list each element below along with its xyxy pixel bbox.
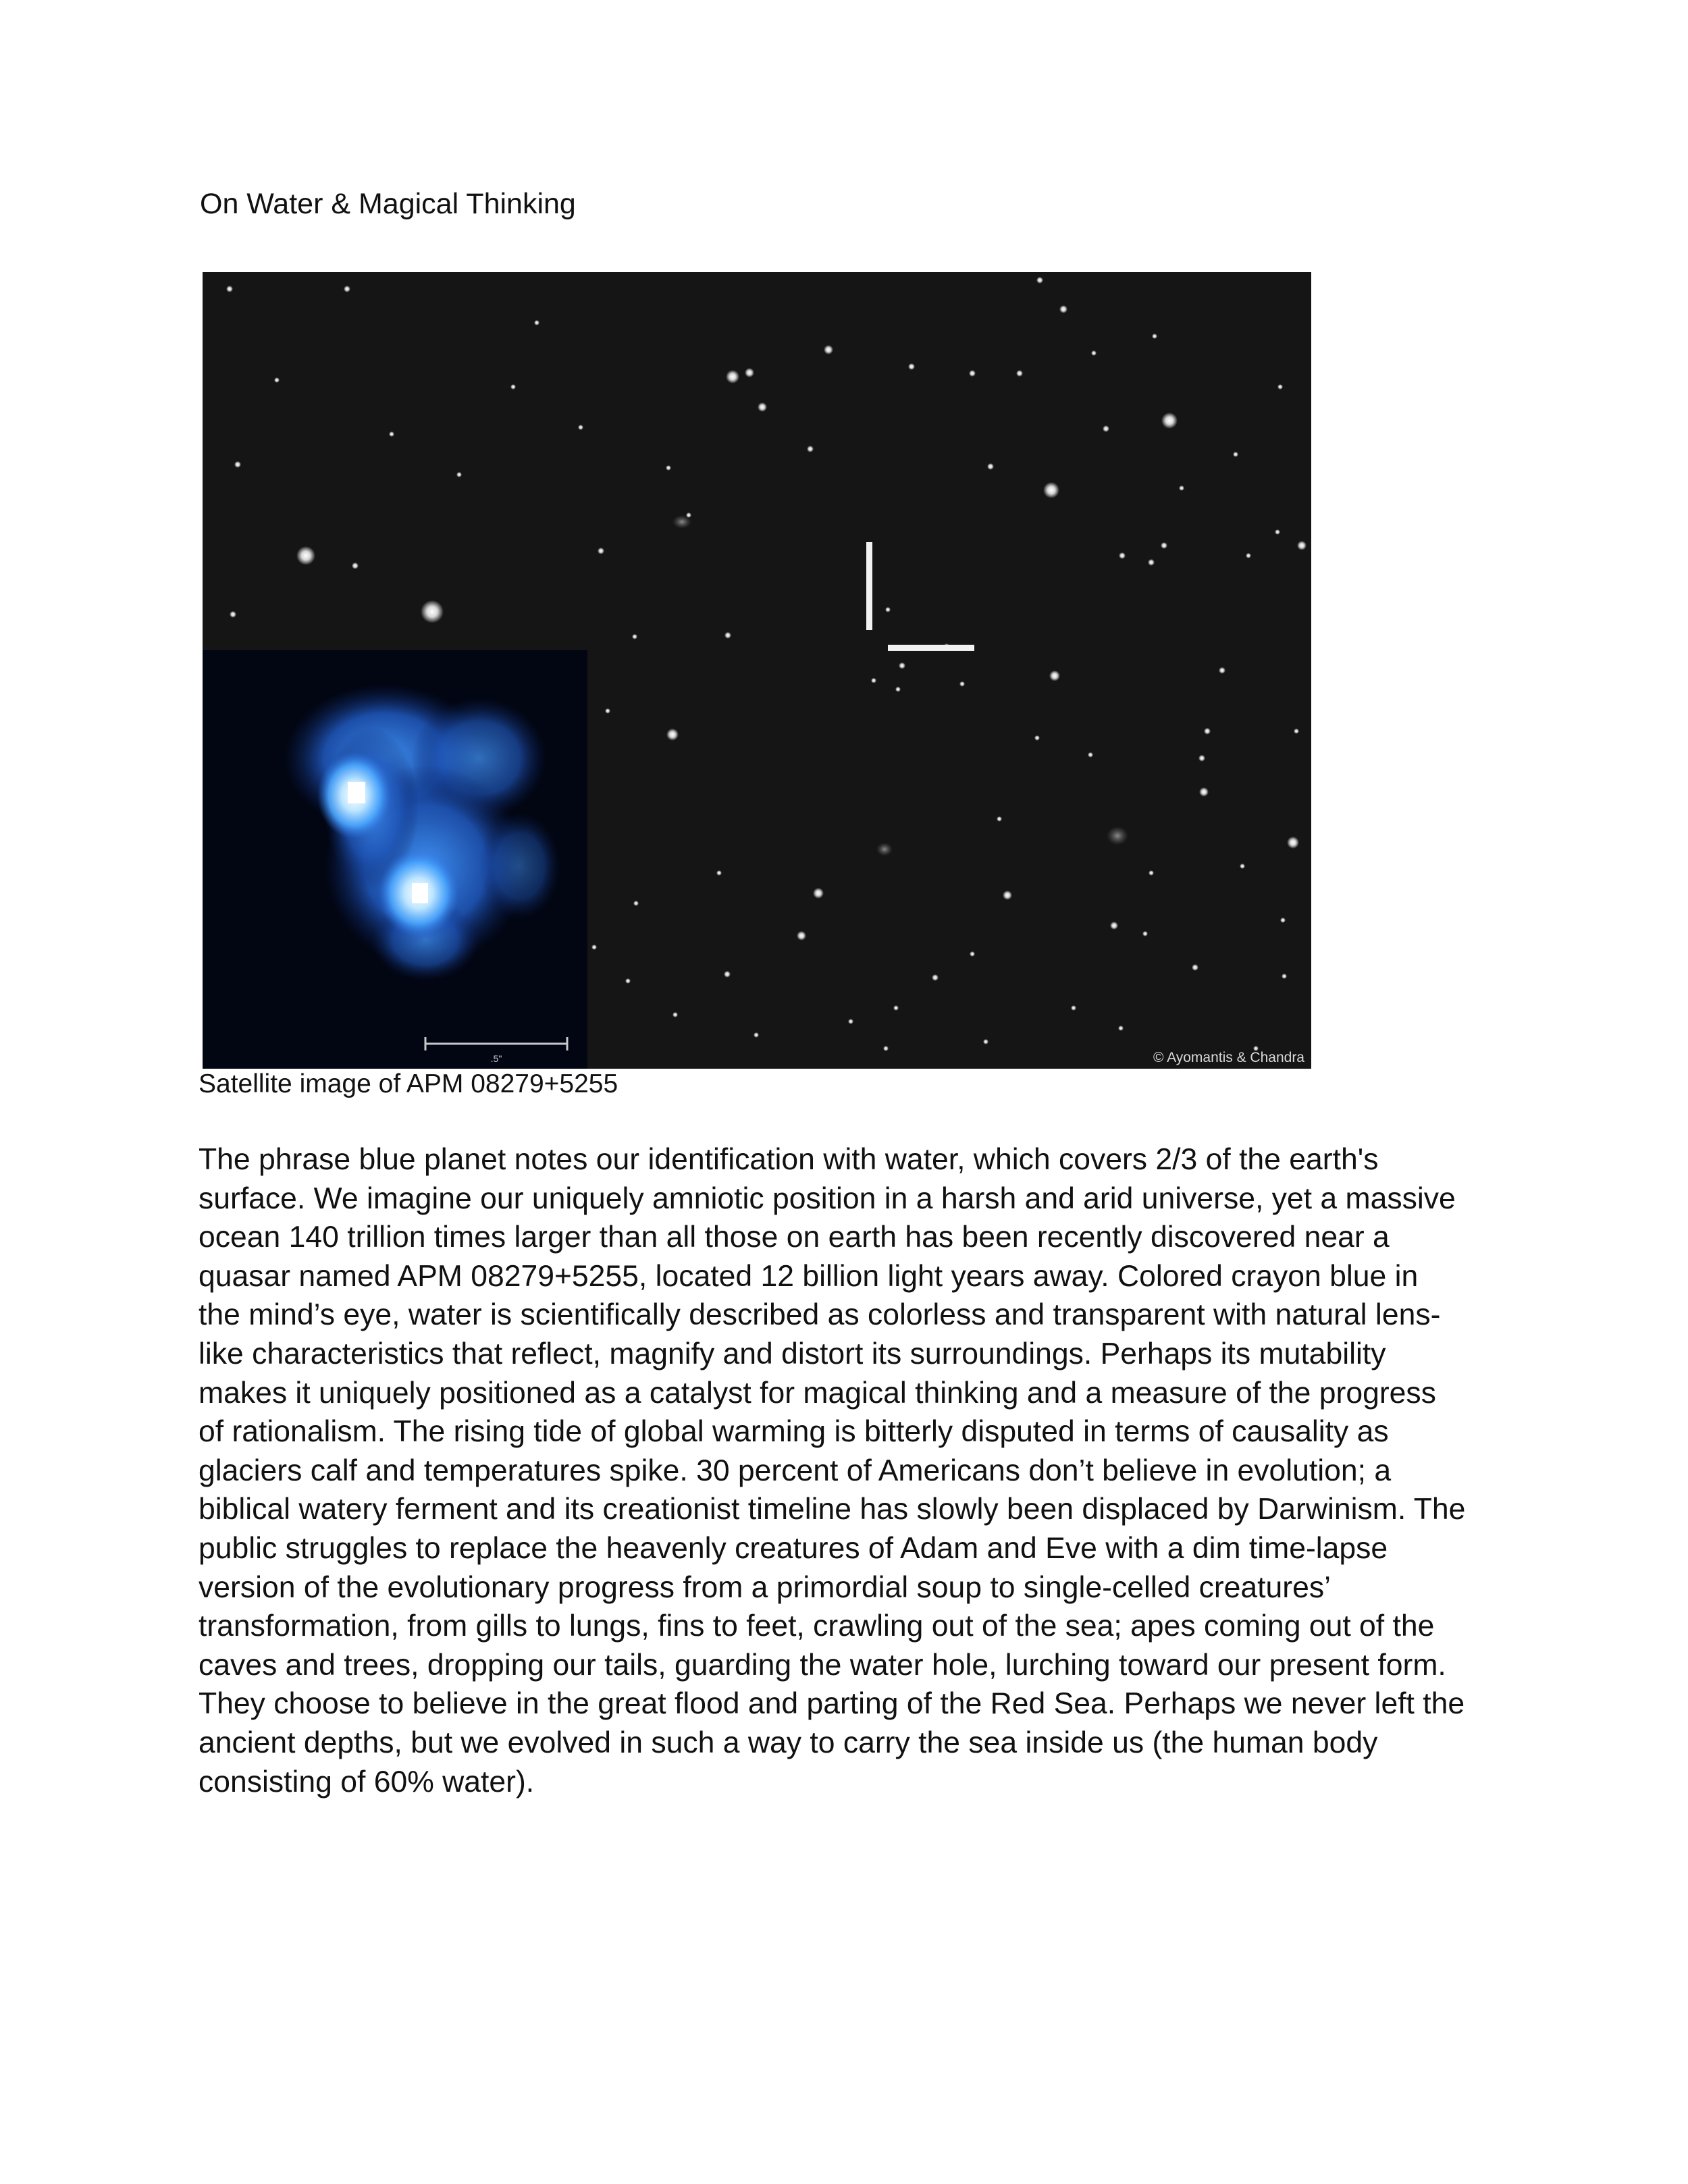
body-line: ocean 140 trillion times larger than all those on earth has been recently discovered near a [199, 1221, 1390, 1254]
body-line: The phrase blue planet notes our identification with water, which covers 2/3 of the earth's [199, 1143, 1379, 1176]
body-line: They choose to believe in the great flood and parting of the Red Sea. Perhaps we never left the [199, 1687, 1465, 1721]
body-line: caves and trees, dropping our tails, guarding the water hole, lurching toward our present form. [199, 1648, 1446, 1682]
scale-bar-label: .5" [490, 1053, 502, 1064]
figure-caption: Satellite image of APM 08279+5255 [199, 1069, 618, 1098]
body-line: transformation, from gills to lungs, fins to feet, crawling out of the sea; apes coming out of the [199, 1609, 1435, 1643]
body-line: like characteristics that reflect, magnify and distort its surroundings. Perhaps its mutability [199, 1337, 1386, 1370]
body-line: ancient depths, but we evolved in such a way to carry the sea inside us (the human body [199, 1726, 1378, 1759]
body-line: version of the evolutionary progress from a primordial soup to single-celled creatures’ [199, 1570, 1331, 1604]
body-line: makes it uniquely positioned as a catalyst for magical thinking and a measure of the progress [199, 1376, 1436, 1410]
body-line: consisting of 60% water). [199, 1765, 535, 1799]
inset-image [203, 650, 587, 1069]
star-field-image [203, 272, 1311, 1069]
body-line: public struggles to replace the heavenly creatures of Adam and Eve with a dim time-lapse [199, 1531, 1388, 1565]
body-line: glaciers calf and temperatures spike. 30 percent of Americans don’t believe in evolution; a [199, 1454, 1392, 1487]
body-line: the mind’s eye, water is scientifically described as colorless and transparent with natural lens- [199, 1298, 1441, 1332]
body-line: surface. We imagine our uniquely amniotic position in a harsh and arid universe, yet a massive [199, 1181, 1456, 1215]
page-title: On Water & Magical Thinking [200, 188, 576, 220]
body-line: of rationalism. The rising tide of global warming is bitterly disputed in terms of causality as [199, 1415, 1389, 1449]
image-credit: © Ayomantis & Chandra [1153, 1050, 1304, 1065]
body-line: biblical watery ferment and its creationist timeline has slowly been displaced by Darwinism. The [199, 1493, 1466, 1526]
body-paragraph [199, 1140, 1495, 1801]
body-line: quasar named APM 08279+5255, located 12 billion light years away. Colored crayon blue in [199, 1259, 1419, 1293]
satellite-image [203, 272, 1311, 1069]
